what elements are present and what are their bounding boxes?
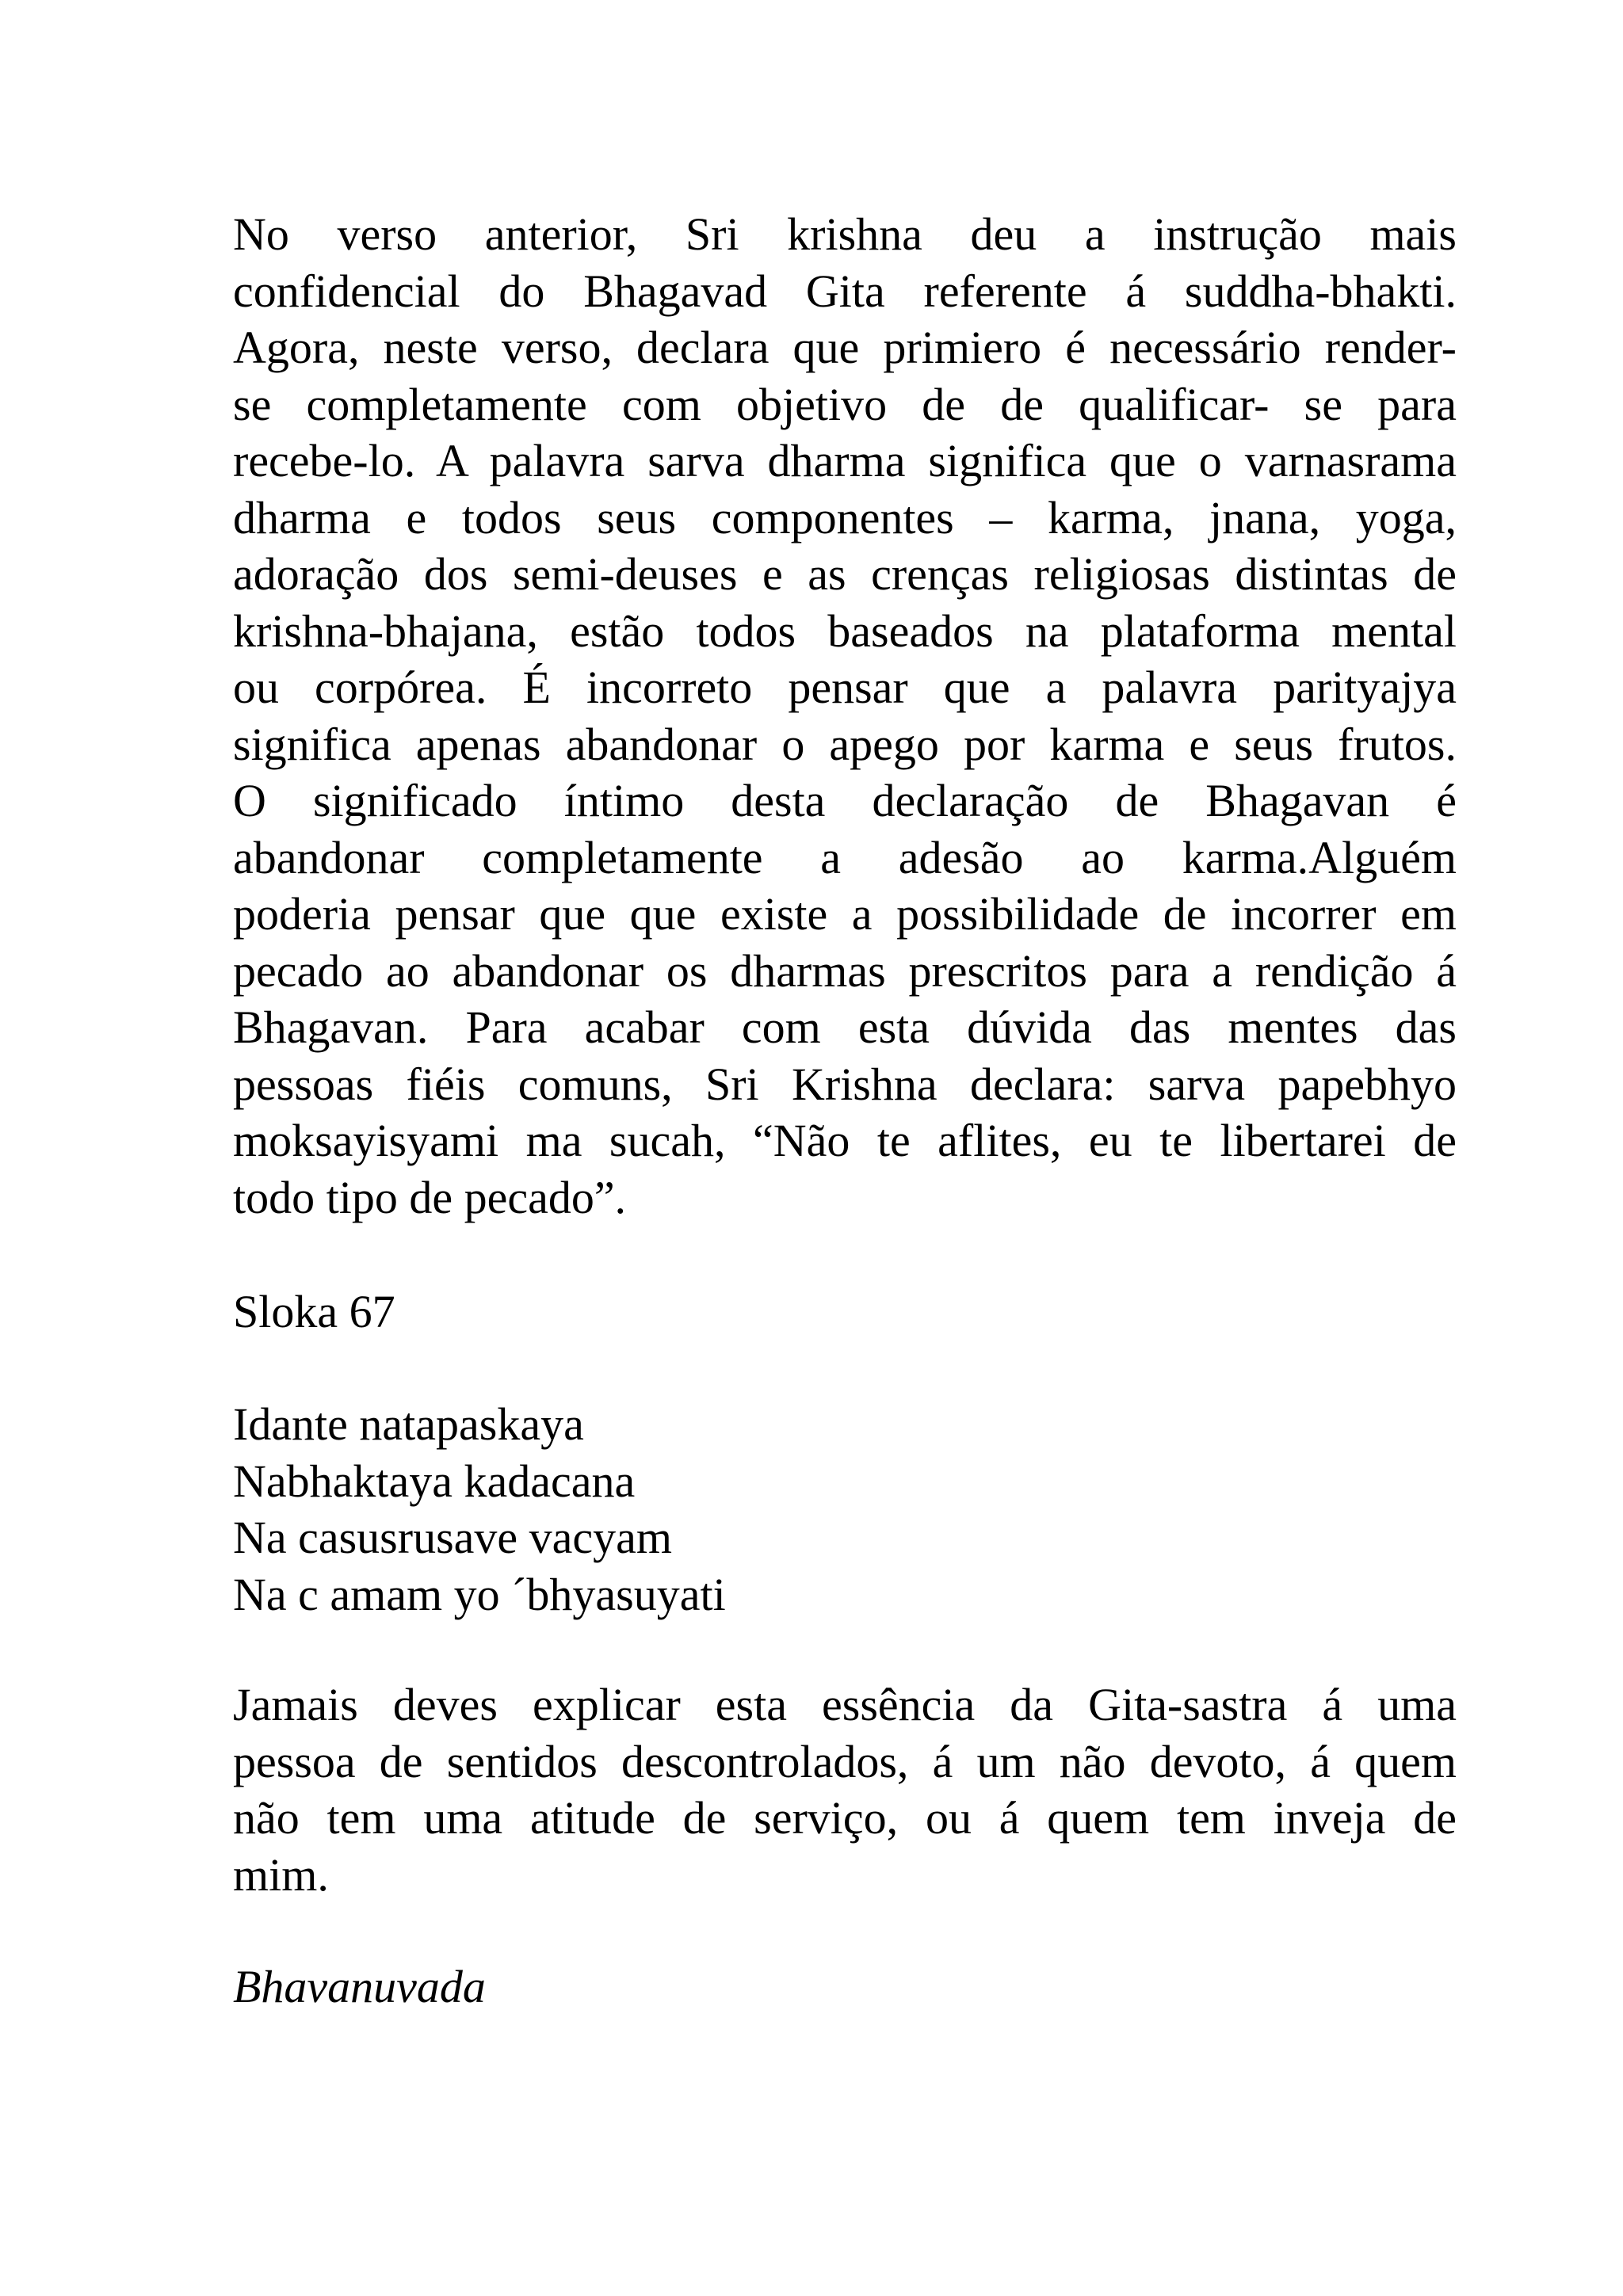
paragraph-line: pessoas fiéis comuns, Sri Krishna declara: sarva papebhyo <box>233 1058 1457 1110</box>
paragraph-line: mim. <box>233 1848 329 1901</box>
paragraph-line: se completamente com objetivo de de qualificar- se para <box>233 378 1457 430</box>
paragraph-line: No verso anterior, Sri krishna deu a instrução mais <box>233 208 1457 260</box>
paragraph-line: todo tipo de pecado”. <box>233 1171 627 1223</box>
paragraph-line: recebe-lo. A palavra sarva dharma significa que o varnasrama <box>233 435 1457 486</box>
paragraph-line: krishna-bhajana, estão todos baseados na plataforma mental <box>233 605 1457 657</box>
paragraph-line: moksayisyami ma sucah, “Não te aflites, eu te libertarei de <box>233 1115 1457 1166</box>
paragraph-line: O significado íntimo desta declaração de Bhagavan é <box>233 775 1457 826</box>
paragraph-line: abandonar completamente a adesão ao karma.Alguém <box>233 831 1457 883</box>
paragraph-line: confidencial do Bhagavad Gita referente á suddha-bhakti. <box>233 265 1457 317</box>
paragraph-line: pessoa de sentidos descontrolados, á um não devoto, á quem <box>233 1735 1457 1787</box>
verse-line: Na c amam yo ´bhyasuyati <box>233 1568 726 1620</box>
paragraph-line: poderia pensar que que existe a possibilidade de incorrer em <box>233 888 1457 940</box>
translation-paragraph <box>233 1676 1457 1903</box>
sloka-heading: Sloka 67 <box>233 1286 395 1337</box>
commentary-paragraph <box>233 206 1457 1226</box>
paragraph-line: significa apenas abandonar o apego por karma e seus frutos. <box>233 718 1457 770</box>
paragraph-line: pecado ao abandonar os dharmas prescritos para a rendição á <box>233 944 1457 997</box>
sloka-verse <box>233 1396 726 1623</box>
paragraph-line: Jamais deves explicar esta essência da Gita-sastra á uma <box>233 1679 1457 1730</box>
verse-line: Nabhaktaya kadacana <box>233 1455 636 1507</box>
paragraph-line: adoração dos semi-deuses e as crenças religiosas distintas de <box>233 548 1457 600</box>
verse-line: Idante natapaskaya <box>233 1398 584 1450</box>
paragraph-line: Bhagavan. Para acabar com esta dúvida das mentes das <box>233 1001 1457 1053</box>
verse-line: Na casusrusave vacyam <box>233 1512 672 1563</box>
paragraph-line: não tem uma atitude de serviço, ou á quem tem inveja de <box>233 1792 1457 1844</box>
section-heading-bhavanuvada: Bhavanuvada <box>233 1961 486 2012</box>
paragraph-line: ou corpórea. É incorreto pensar que a palavra parityajya <box>233 662 1457 713</box>
paragraph-line: Agora, neste verso, declara que primiero é necessário render- <box>233 322 1457 373</box>
paragraph-line: dharma e todos seus componentes – karma, jnana, yoga, <box>233 491 1457 543</box>
